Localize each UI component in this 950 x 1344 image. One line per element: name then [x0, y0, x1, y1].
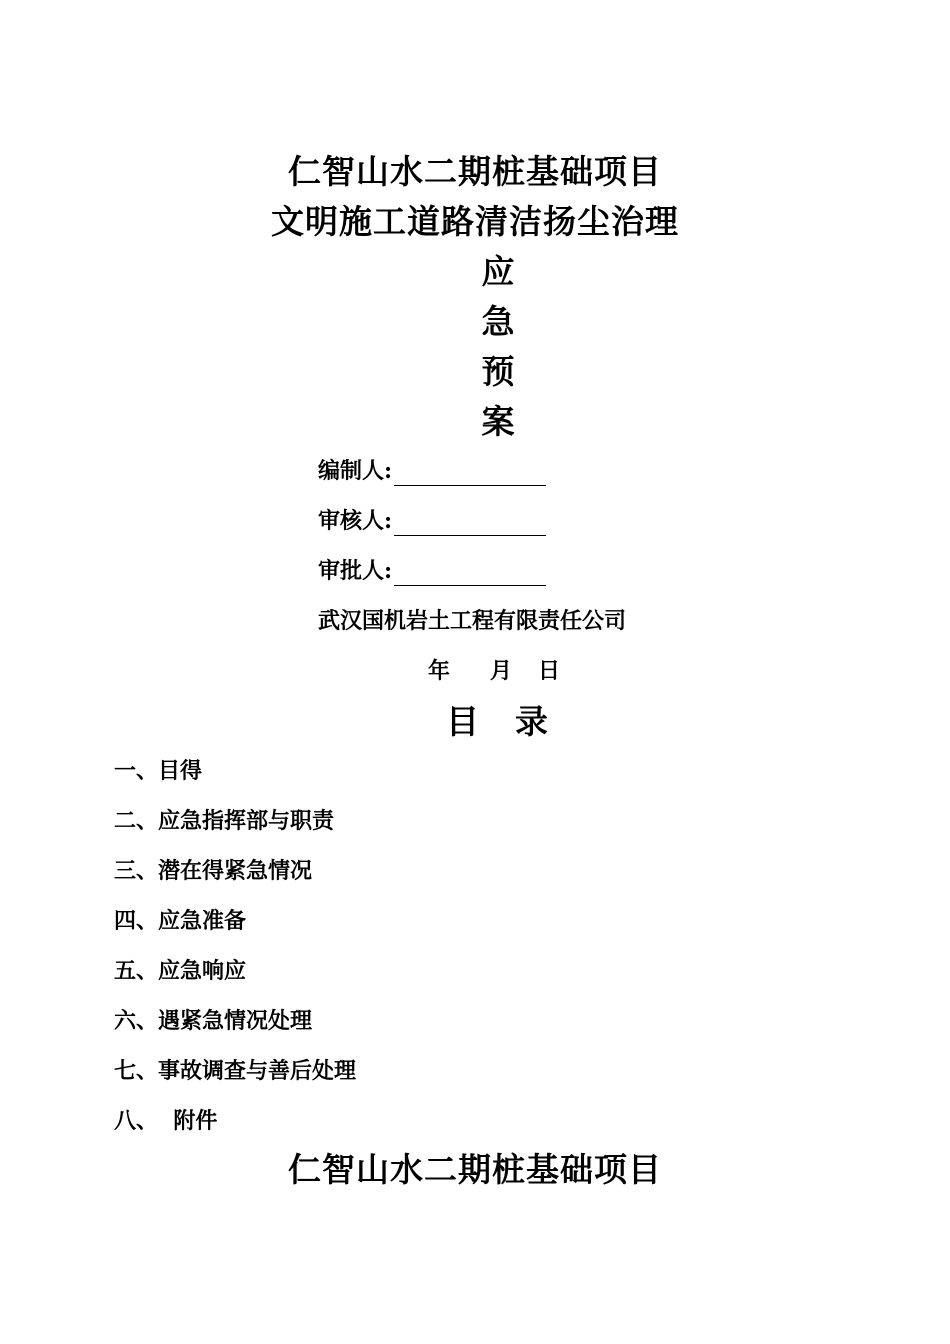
- toc-item: 一、目得: [114, 758, 203, 784]
- date-month: 月: [490, 658, 513, 684]
- company-name: 武汉国机岩土工程有限责任公司: [318, 608, 627, 634]
- date-row: [428, 656, 560, 686]
- toc-item: 五、应急响应: [114, 958, 247, 984]
- cover-title-line2: 文明施工道路清洁扬尘治理: [271, 202, 679, 241]
- next-page-title-line1: 仁智山水二期桩基础项目: [288, 1150, 662, 1189]
- toc-item: 三、潜在得紧急情况: [114, 858, 313, 884]
- cover-title-char: 预: [481, 352, 515, 391]
- date-year: 年: [428, 658, 451, 684]
- toc-item: 七、事故调查与善后处理: [114, 1058, 357, 1084]
- cover-title-char: 急: [481, 302, 515, 341]
- toc-item: 二、应急指挥部与职责: [114, 808, 335, 834]
- signature-blank-line: [394, 563, 546, 586]
- toc-item: 四、应急准备: [114, 908, 247, 934]
- cover-title-line1: 仁智山水二期桩基础项目: [288, 152, 662, 191]
- signature-blank-line: [394, 463, 546, 486]
- signature-label: 审核人:: [318, 508, 393, 534]
- toc-title-char: 目: [446, 702, 479, 741]
- date-day: 日: [538, 658, 561, 684]
- cover-title-char: 应: [481, 252, 515, 291]
- toc-title-char: 录: [515, 702, 548, 741]
- signature-label: 审批人:: [318, 558, 393, 584]
- signature-label: 编制人:: [318, 458, 393, 484]
- toc-item: 六、遇紧急情况处理: [114, 1008, 313, 1034]
- signature-blank-line: [394, 513, 546, 536]
- toc-item: 八、 附件: [114, 1108, 218, 1134]
- toc-title: [446, 702, 548, 742]
- signature-row-compiler: [318, 456, 546, 486]
- signature-row-approver: [318, 556, 546, 586]
- signature-row-reviewer: [318, 506, 546, 536]
- cover-title-char: 案: [481, 402, 515, 441]
